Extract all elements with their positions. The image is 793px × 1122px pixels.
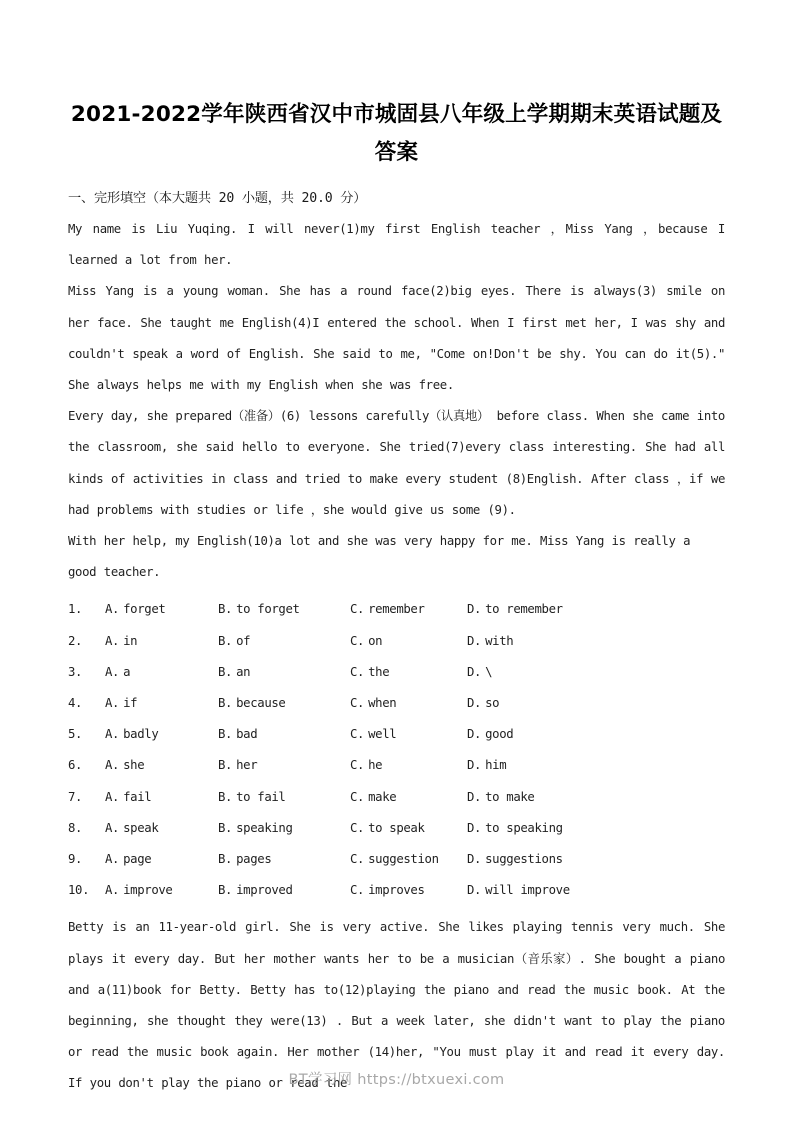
option-a[interactable] (105, 594, 165, 625)
option-a[interactable] (105, 719, 158, 750)
option-letter: A. (105, 727, 120, 742)
option-a[interactable] (105, 657, 130, 688)
option-b[interactable] (218, 594, 300, 625)
question-list (68, 594, 725, 906)
option-c[interactable] (350, 750, 382, 781)
option-letter: A. (105, 820, 120, 835)
option-letter: B. (218, 727, 233, 742)
passage-paragraph: Every day, she prepared（准备）(6) lessons carefully（认真地） before class. When she came into the classroom, she said hello to everyone. She tried(7)every class interesting. She had all kinds of activities in class and tried to make every student (8)English. After class ，if we had problems with studies or life ，she would give us some (9). (68, 409, 725, 517)
question-row (68, 594, 725, 625)
option-a[interactable] (105, 844, 151, 875)
option-letter: D. (467, 664, 482, 679)
option-b[interactable] (218, 688, 285, 719)
question-row (68, 875, 725, 906)
option-letter: B. (218, 602, 233, 617)
option-text: forget (123, 602, 166, 617)
option-text: page (123, 851, 152, 866)
option-letter: A. (105, 633, 120, 648)
option-letter: B. (218, 820, 233, 835)
option-letter: D. (467, 883, 482, 898)
option-text: of (236, 633, 251, 648)
option-d[interactable] (467, 844, 563, 875)
page-title: 2021-2022学年陕西省汉中市城固县八年级上学期期末英语试题及答案 (70, 102, 723, 165)
option-text: good (485, 727, 514, 742)
question-number: 4. (68, 696, 83, 710)
option-a[interactable] (105, 813, 158, 844)
option-d[interactable] (467, 719, 513, 750)
question-number: 7. (68, 789, 83, 804)
option-text: \ (485, 664, 493, 679)
option-text: to forget (236, 602, 300, 617)
option-text: make (368, 789, 397, 804)
question-number: 6. (68, 758, 83, 773)
footer-watermark: BT学习网 https://btxuexi.com (288, 1072, 505, 1088)
question-number: 5. (68, 727, 83, 742)
option-text: to speak (368, 820, 425, 835)
passage-paragraph: My name is Liu Yuqing. I will never(1)my first English teacher ，Miss Yang ，because I learned a lot from her. (68, 222, 725, 268)
option-letter: C. (350, 696, 365, 710)
option-text: on (368, 633, 383, 648)
question-row (68, 844, 725, 875)
option-c[interactable] (350, 688, 396, 719)
question-row (68, 657, 725, 688)
option-letter: D. (467, 633, 482, 648)
option-b[interactable] (218, 813, 293, 844)
question-number: 3. (68, 664, 83, 679)
option-text: him (485, 758, 507, 773)
option-letter: A. (105, 758, 120, 773)
option-text: badly (123, 727, 159, 742)
option-letter: B. (218, 883, 233, 898)
option-letter: C. (350, 633, 365, 648)
option-letter: A. (105, 664, 120, 679)
option-letter: C. (350, 602, 365, 617)
question-row (68, 688, 725, 719)
passage-paragraph: Betty is an 11-year-old girl. She is very active. She likes playing tennis very much. She plays it every day. But her mother wants her to be a musician（音乐家）. She bought a piano and a(11)book for Betty. Betty has to(12)playing the piano and read the music book. At the beginning, she thought they were(13) . But a week later, she didn't want to play the piano or read the music book again. Her mother (14)her, "You must play it and read it every day. If you don't play the piano or read the (68, 920, 725, 1091)
option-letter: D. (467, 696, 482, 710)
option-c[interactable] (350, 844, 439, 875)
option-letter: C. (350, 727, 365, 742)
option-text: bad (236, 727, 258, 742)
option-text: the (368, 664, 390, 679)
option-text: an (236, 664, 251, 679)
option-a[interactable] (105, 626, 137, 657)
option-c[interactable] (350, 813, 425, 844)
option-d[interactable] (467, 750, 506, 781)
option-letter: B. (218, 789, 233, 804)
option-b[interactable] (218, 875, 293, 906)
option-text: she (123, 758, 145, 773)
option-letter: C. (350, 789, 365, 804)
option-d[interactable] (467, 875, 570, 906)
option-d[interactable] (467, 813, 563, 844)
option-letter: D. (467, 789, 482, 804)
option-d[interactable] (467, 782, 534, 813)
option-letter: D. (467, 602, 482, 617)
option-c[interactable] (350, 875, 425, 906)
option-letter: D. (467, 758, 482, 773)
passage-paragraph: Miss Yang is a young woman. She has a round face(2)big eyes. There is always(3) smile on her face. She taught me English(4)I entered the school. When I first met her, I was shy and couldn't speak a word of English. She said to me, "Come on!Don't be shy. You can do it(5)." She always helps me with my English when she was free. (68, 284, 725, 393)
question-number: 1. (68, 602, 83, 617)
option-text: pages (236, 851, 272, 866)
option-letter: C. (350, 883, 365, 898)
option-text: to make (485, 789, 535, 804)
option-text: remember (368, 602, 425, 617)
option-text: to fail (236, 789, 286, 804)
option-letter: C. (350, 664, 365, 679)
option-text: fail (123, 789, 152, 804)
option-a[interactable] (105, 688, 137, 719)
option-text: to speaking (485, 820, 563, 835)
option-c[interactable] (350, 719, 396, 750)
option-letter: B. (218, 758, 233, 773)
option-letter: C. (350, 820, 365, 835)
option-a[interactable] (105, 750, 144, 781)
option-c[interactable] (350, 782, 396, 813)
option-text: improve (123, 883, 173, 898)
option-text: to remember (485, 602, 563, 617)
option-text: suggestion (368, 851, 439, 866)
option-letter: B. (218, 664, 233, 679)
option-text: he (368, 758, 383, 773)
option-letter: A. (105, 696, 120, 710)
option-c[interactable] (350, 594, 425, 625)
option-d[interactable] (467, 594, 563, 625)
option-d[interactable] (467, 688, 499, 719)
option-letter: C. (350, 851, 365, 866)
option-text: in (123, 633, 138, 648)
option-letter: A. (105, 789, 120, 804)
section-heading-cloze: 一、完形填空（本大题共 20 小题，共 20.0 分） (68, 191, 367, 206)
option-text: if (123, 696, 138, 710)
option-letter: A. (105, 602, 120, 617)
option-text: speaking (236, 820, 293, 835)
question-row (68, 782, 725, 813)
option-a[interactable] (105, 782, 151, 813)
option-text: with (485, 633, 514, 648)
option-text: well (368, 727, 397, 742)
question-row (68, 719, 725, 750)
option-text: a (123, 664, 131, 679)
question-row (68, 813, 725, 844)
option-b[interactable] (218, 782, 285, 813)
question-number: 2. (68, 633, 83, 648)
option-letter: D. (467, 727, 482, 742)
question-number: 10. (68, 883, 90, 898)
question-row (68, 750, 725, 781)
option-b[interactable] (218, 626, 250, 657)
option-letter: D. (467, 820, 482, 835)
option-a[interactable] (105, 875, 172, 906)
option-letter: A. (105, 883, 120, 898)
option-c[interactable] (350, 626, 382, 657)
passage-paragraph: With her help, my English(10)a lot and she was very happy for me. Miss Yang is really a good teacher. (68, 534, 691, 580)
option-d[interactable] (467, 626, 513, 657)
option-d[interactable] (467, 657, 492, 688)
option-text: will improve (485, 883, 570, 898)
option-letter: D. (467, 851, 482, 866)
option-text: suggestions (485, 851, 563, 866)
option-text: her (236, 758, 258, 773)
option-text: speak (123, 820, 159, 835)
question-number: 9. (68, 851, 83, 866)
option-letter: B. (218, 851, 233, 866)
option-letter: B. (218, 633, 233, 648)
option-letter: A. (105, 851, 120, 866)
option-text: when (368, 696, 397, 710)
option-text: improved (236, 883, 293, 898)
question-number: 8. (68, 820, 83, 835)
option-letter: C. (350, 758, 365, 773)
option-letter: B. (218, 696, 233, 710)
question-row (68, 626, 725, 657)
option-text: because (236, 696, 286, 710)
option-c[interactable] (350, 657, 389, 688)
option-text: improves (368, 883, 425, 898)
option-b[interactable] (218, 750, 257, 781)
document-content (68, 96, 725, 1100)
option-b[interactable] (218, 844, 271, 875)
option-b[interactable] (218, 719, 257, 750)
option-text: so (485, 696, 500, 710)
option-b[interactable] (218, 657, 250, 688)
